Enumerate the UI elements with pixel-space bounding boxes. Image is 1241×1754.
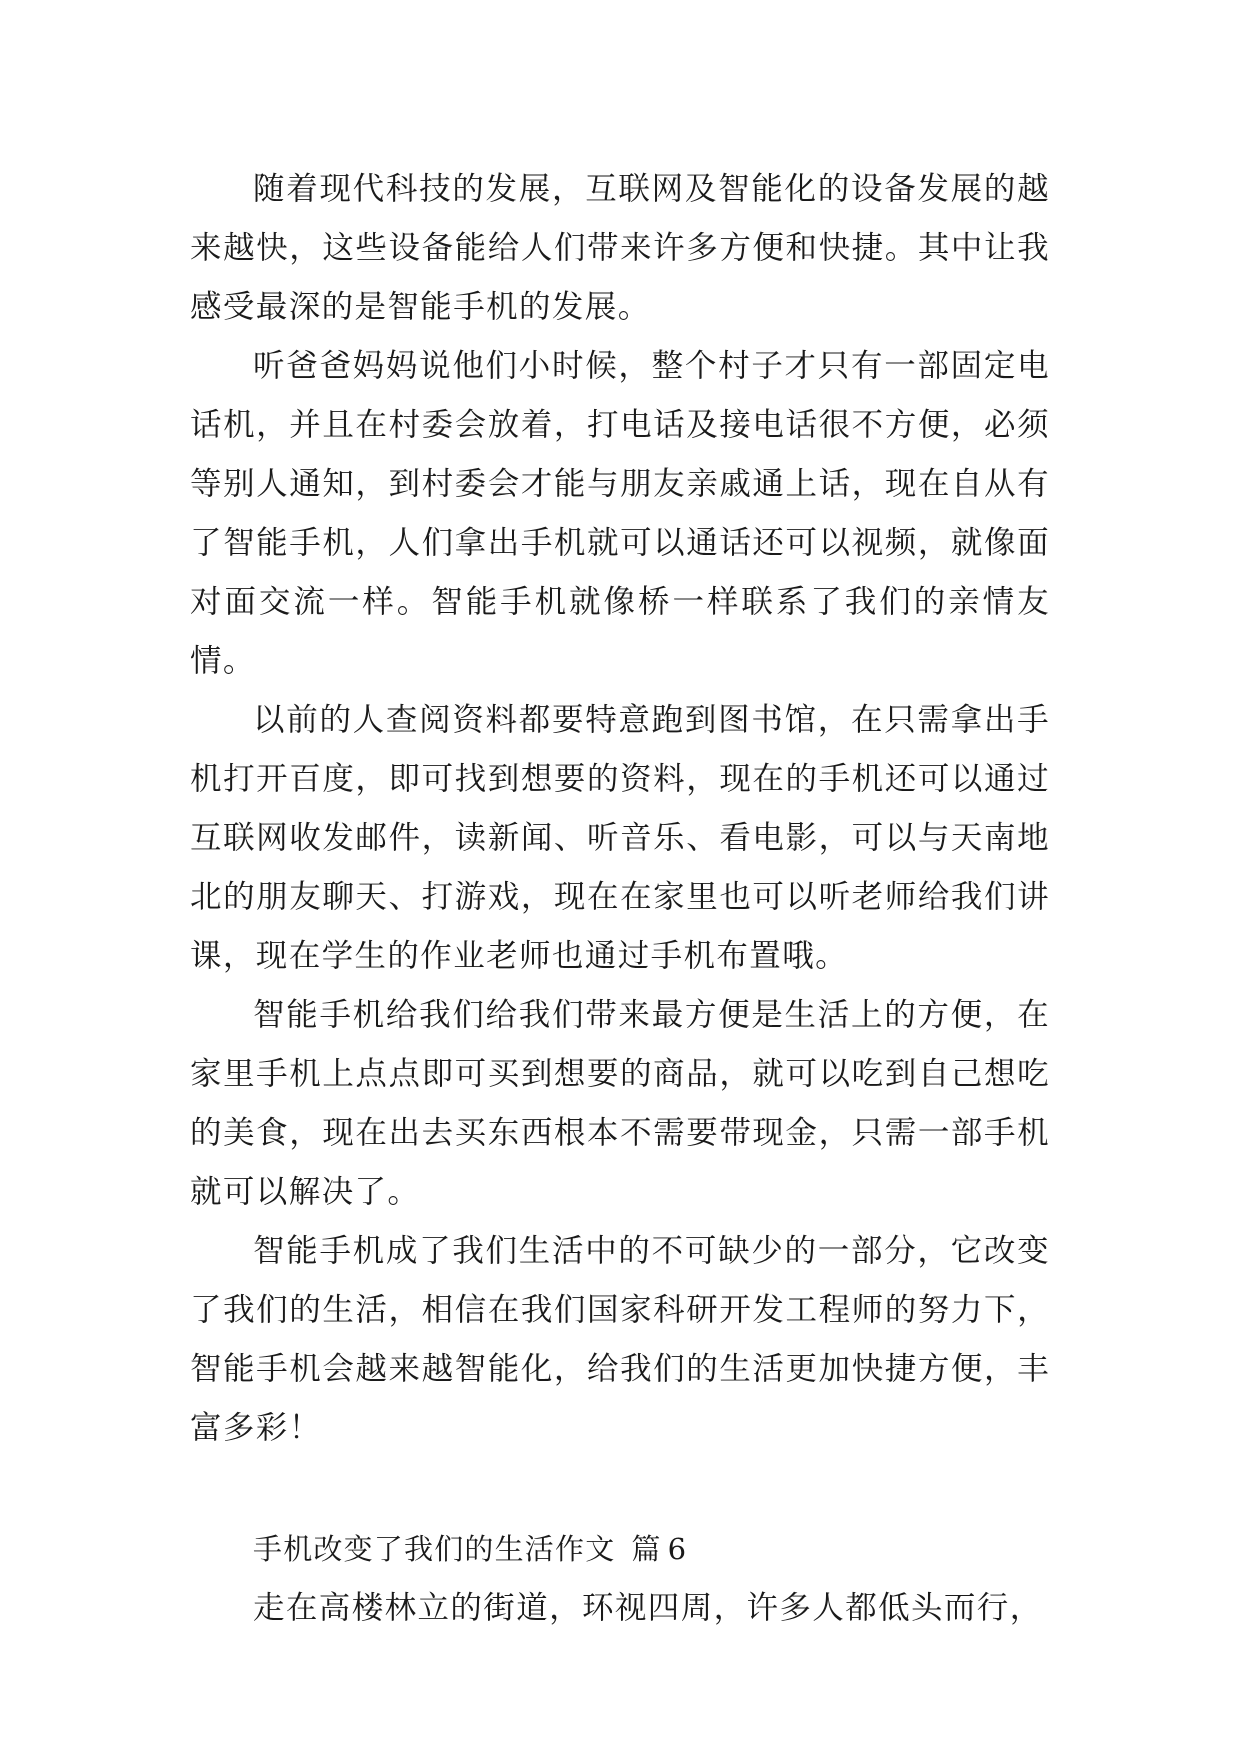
document-body	[190, 160, 1050, 1638]
section-number-label: 篇	[631, 1532, 662, 1566]
continued-paragraph: 走在高楼林立的街道，环视四周，许多人都低头而行，	[253, 1590, 1043, 1626]
paragraph-5: 智能手机成了我们生活中的不可缺少的一部分，它改变了我们的生活，相信在我们国家科研开发工程师的努力下，智能手机会越来越智能化，给我们的生活更加快捷方便，丰富多彩！	[190, 1233, 1050, 1446]
paragraph-3: 以前的人查阅资料都要特意跑到图书馆，在只需拿出手机打开百度，即可找到想要的资料，现在的手机还可以通过互联网收发邮件，读新闻、听音乐、看电影，可以与天南地北的朋友聊天、打游戏，现在在家里也可以听老师给我们讲课，现在学生的作业老师也通过手机布置哦。	[190, 702, 1050, 974]
paragraph-2: 听爸爸妈妈说他们小时候，整个村子才只有一部固定电话机，并且在村委会放着，打电话及接电话很不方便，必须等别人通知，到村委会才能与朋友亲戚通上话，现在自从有了智能手机，人们拿出手机就可以通话还可以视频，就像面对面交流一样。智能手机就像桥一样联系了我们的亲情友情。	[190, 348, 1050, 679]
section-title: 手机改变了我们的生活作文	[253, 1532, 616, 1566]
section-number: 6	[667, 1532, 688, 1566]
paragraph-1: 随着现代科技的发展，互联网及智能化的设备发展的越来越快，这些设备能给人们带来许多方便和快捷。其中让我感受最深的是智能手机的发展。	[190, 171, 1050, 325]
section-heading	[190, 1520, 1050, 1579]
paragraph-4: 智能手机给我们给我们带来最方便是生活上的方便，在家里手机上点点即可买到想要的商品，就可以吃到自己想吃的美食，现在出去买东西根本不需要带现金，只需一部手机就可以解决了。	[190, 997, 1050, 1210]
